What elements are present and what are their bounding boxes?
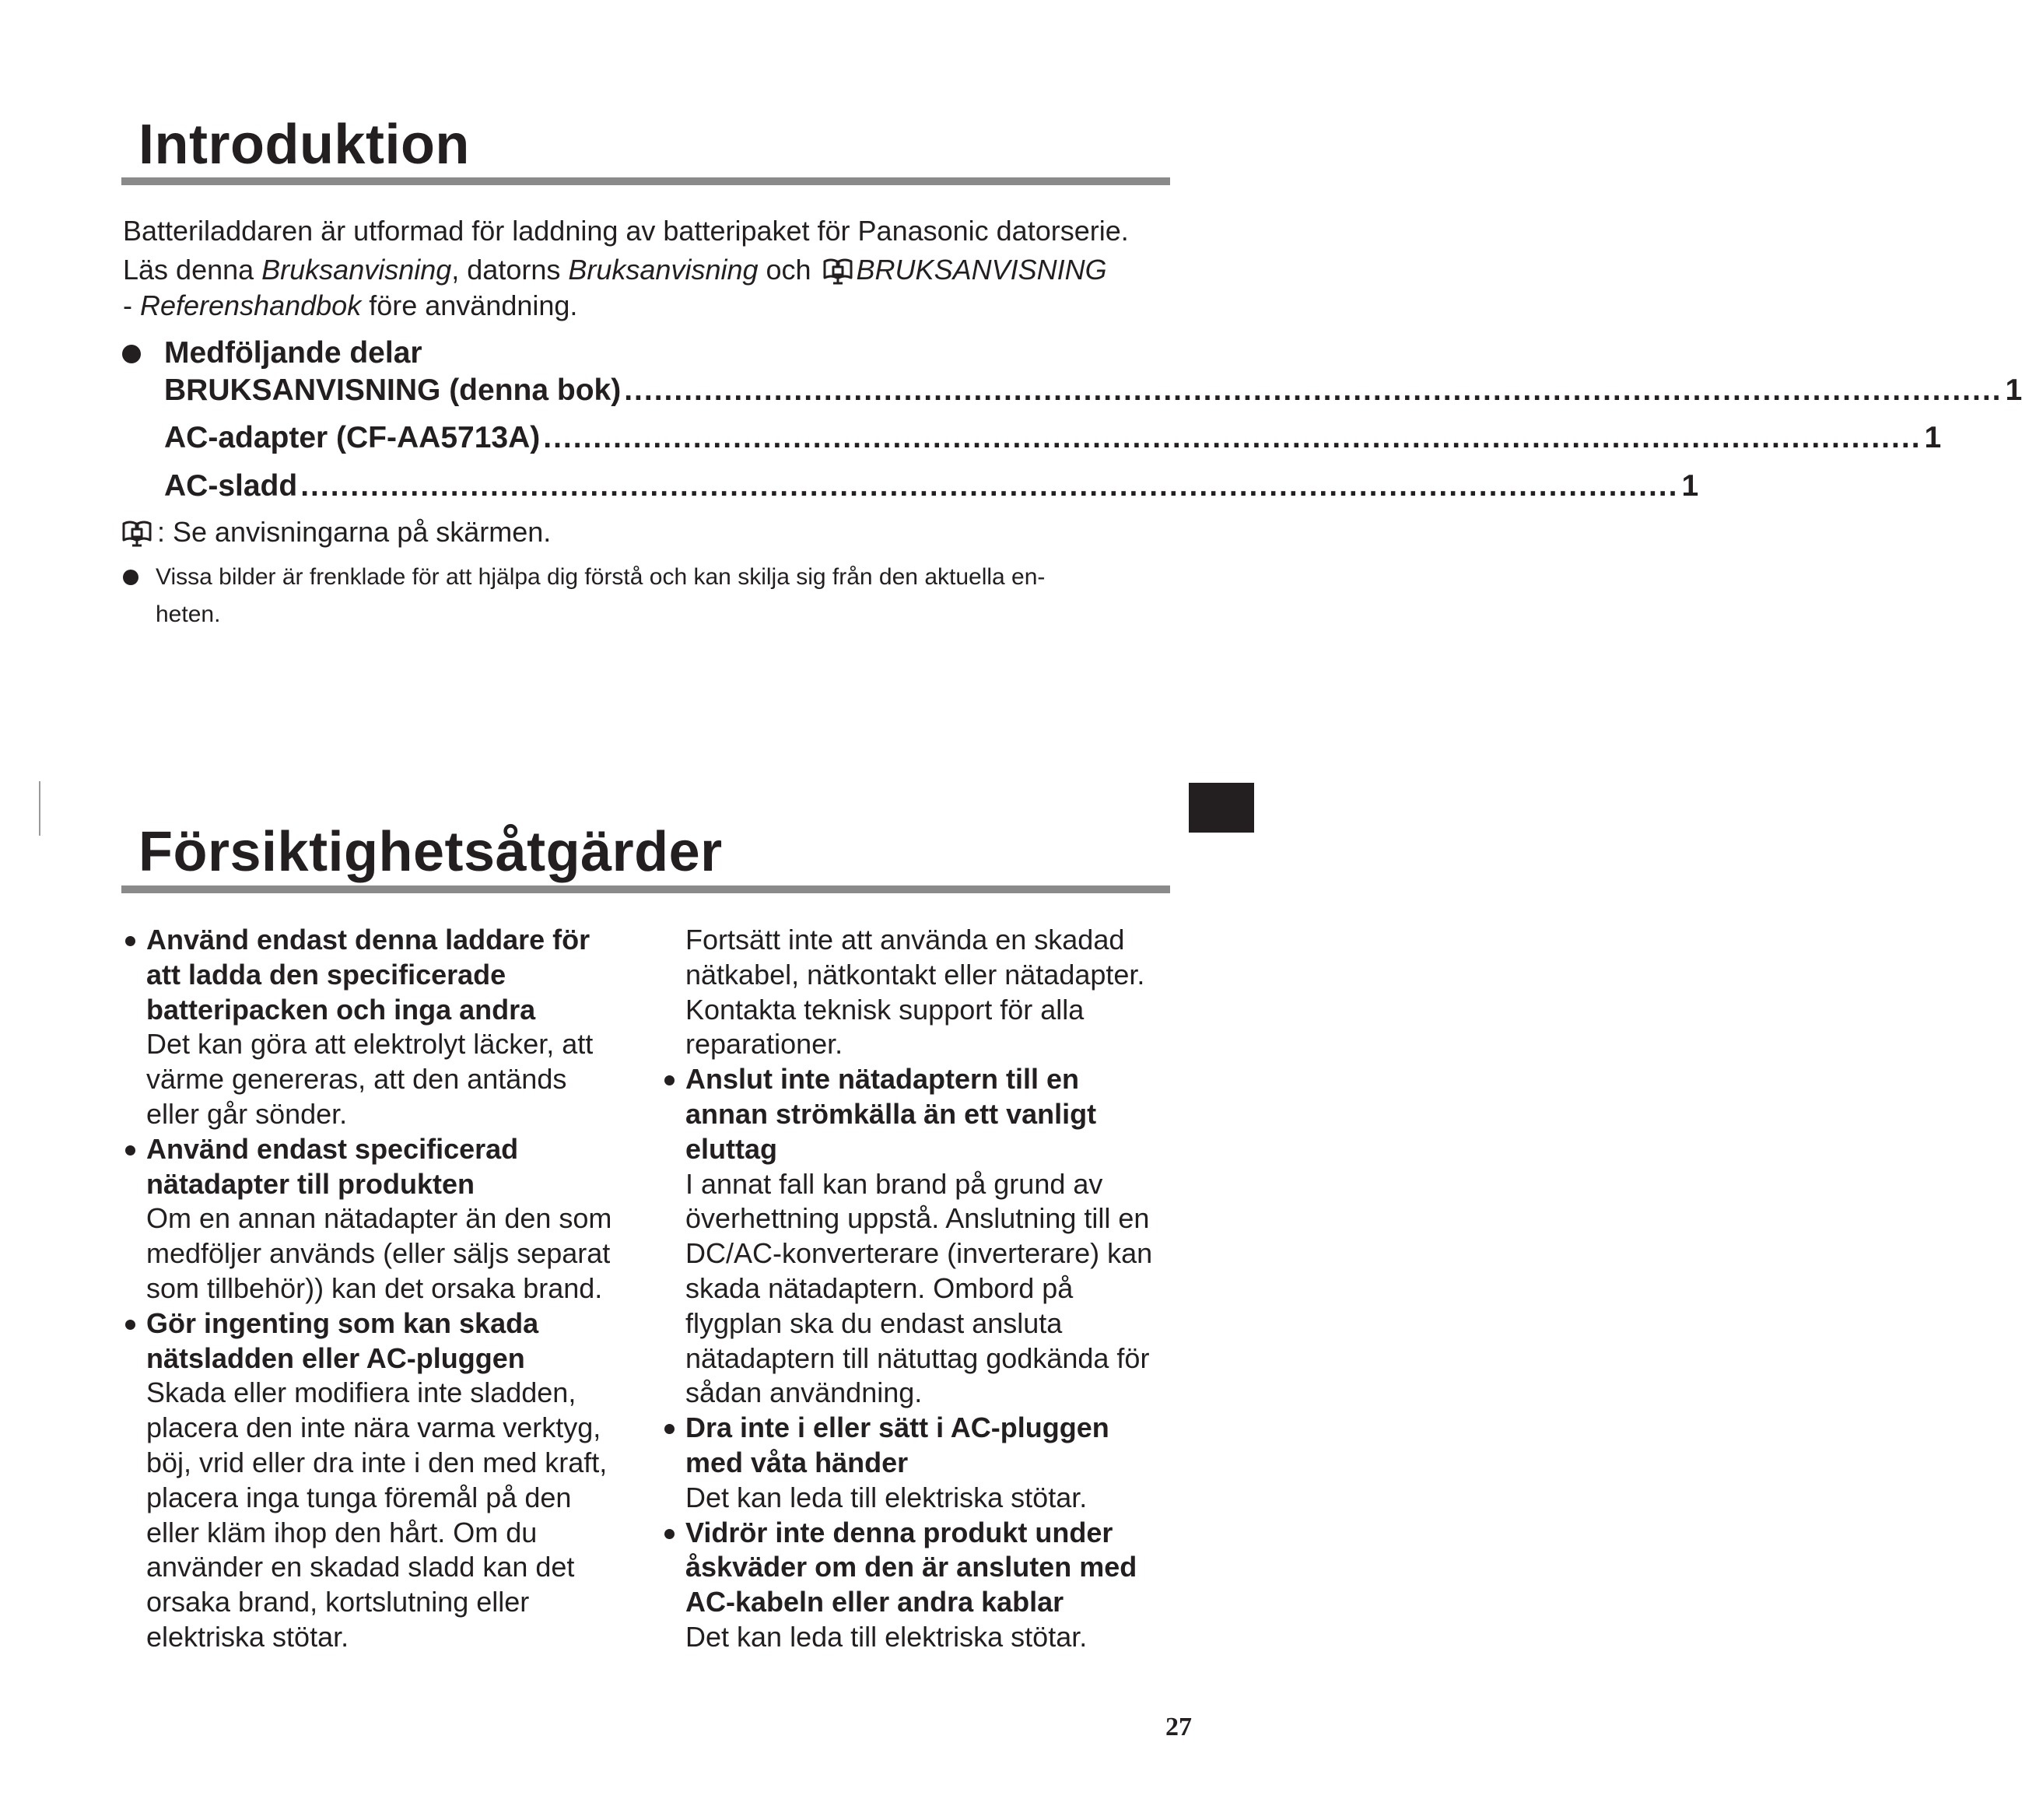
dot-leader: ..........................................................................................................................................	[300, 469, 1679, 503]
precaution-heading: batteripacken och inga andra	[146, 993, 536, 1026]
part-name: AC-sladd	[164, 469, 298, 503]
precaution-text: använder en skadad sladd kan det	[146, 1551, 575, 1583]
parts-row	[164, 421, 1942, 454]
precaution-item	[685, 1062, 1183, 1411]
precaution-heading: med våta händer	[685, 1446, 909, 1478]
precaution-heading: Anslut inte nätadaptern till en	[685, 1063, 1080, 1096]
title-rule	[121, 177, 1170, 185]
precaution-item	[685, 1411, 1183, 1515]
page-number: 27	[1165, 1713, 1192, 1741]
precaution-item	[146, 923, 644, 1132]
margin-line	[39, 781, 40, 836]
bullet-icon	[664, 1529, 675, 1539]
part-name: AC-adapter (CF-AA5713A)	[164, 421, 541, 454]
bullet-icon	[664, 1075, 675, 1085]
text-italic: BRUKSANVISNING	[856, 254, 1107, 286]
precaution-text: DC/AC-konverterare (inverterare) kan	[685, 1237, 1153, 1270]
note-line-1: Vissa bilder är frenklade för att hjälpa dig förstå och kan skilja sig från den aktuella en-	[156, 564, 1046, 590]
precaution-heading: Använd endast denna laddare för	[146, 924, 590, 956]
precaution-item	[685, 1516, 1183, 1655]
part-name: BRUKSANVISNING (denna bok)	[164, 373, 622, 407]
precaution-text: värme genereras, att den antänds	[146, 1063, 567, 1096]
precaution-text: placera den inte nära varma verktyg,	[146, 1411, 601, 1444]
text: före användning.	[361, 289, 578, 321]
part-qty: 1	[1924, 421, 1942, 454]
precaution-continuation	[685, 923, 1183, 1062]
precaution-heading: annan strömkälla än ett vanligt	[685, 1097, 1097, 1130]
dot-leader: ..........................................................................................................................................	[624, 373, 2003, 407]
text: , datorns	[451, 254, 569, 286]
text-italic: Bruksanvisning	[261, 254, 452, 286]
precaution-heading: nätsladden eller AC-pluggen	[146, 1341, 525, 1374]
precaution-text: sådan användning.	[685, 1376, 923, 1409]
part-qty: 1	[2005, 373, 2022, 407]
icon-note-text: : Se anvisningarna på skärmen.	[157, 516, 552, 548]
precaution-text: överhettning uppstå. Anslutning till en	[685, 1202, 1150, 1235]
book-screen-icon	[822, 254, 853, 286]
precaution-text: Det kan leda till elektriska stötar.	[685, 1620, 1088, 1653]
title-rule	[121, 885, 1170, 893]
text-italic: Bruksanvisning	[568, 254, 759, 286]
precaution-text: flygplan ska du endast ansluta	[685, 1306, 1063, 1339]
precaution-heading: AC-kabeln eller andra kablar	[685, 1586, 1064, 1618]
precaution-heading: åskväder om den är ansluten med	[685, 1551, 1137, 1583]
precaution-text: nätkabel, nätkontakt eller nätadapter.	[685, 958, 1145, 991]
intro-line-3	[123, 289, 578, 321]
precaution-text: reparationer.	[685, 1028, 843, 1061]
precaution-text: I annat fall kan brand på grund av	[685, 1167, 1103, 1200]
precaution-item	[146, 1132, 644, 1306]
precaution-text: orsaka brand, kortslutning eller	[146, 1586, 530, 1618]
parts-heading: Medföljande delar	[164, 336, 422, 370]
text: Läs denna	[123, 254, 262, 286]
precaution-heading: nätadapter till produkten	[146, 1167, 475, 1200]
precaution-text: Det kan göra att elektrolyt läcker, att	[146, 1028, 594, 1061]
bullet-icon	[664, 1424, 675, 1434]
bullet-icon	[122, 345, 141, 363]
precaution-heading: eluttag	[685, 1132, 778, 1165]
intro-line-1: Batteriladdaren är utformad för laddning av batteripaket för Panasonic datorserie.	[123, 215, 1129, 247]
precaution-text: eller kläm ihop den hårt. Om du	[146, 1516, 538, 1548]
book-screen-icon	[121, 517, 152, 548]
part-qty: 1	[1681, 469, 1699, 503]
dot-leader: ..........................................................................................................................................	[543, 421, 1922, 454]
precaution-heading: Dra inte i eller sätt i AC-pluggen	[685, 1411, 1109, 1444]
section-title-introduktion: Introduktion	[138, 114, 470, 176]
precaution-heading: Gör ingenting som kan skada	[146, 1306, 539, 1339]
precaution-text: medföljer används (eller säljs separat	[146, 1237, 611, 1270]
precaution-text: Skada eller modifiera inte sladden,	[146, 1376, 576, 1409]
bullet-icon	[125, 1320, 135, 1330]
precaution-text: Kontakta teknisk support för alla	[685, 993, 1085, 1026]
text-italic: Referenshandbok	[140, 289, 362, 321]
precaution-text: skada nätadaptern. Ombord på	[685, 1271, 1074, 1304]
precaution-text: Om en annan nätadapter än den som	[146, 1202, 612, 1235]
precaution-text: nätadaptern till nätuttag godkända för	[685, 1341, 1150, 1374]
note-line-2: heten.	[156, 601, 221, 627]
intro-line-2	[123, 254, 1107, 286]
text: och	[758, 254, 819, 286]
precaution-heading: att ladda den specificerade	[146, 958, 506, 991]
precaution-text: böj, vrid eller dra inte i den med kraft,	[146, 1446, 608, 1478]
precaution-heading: Använd endast specificerad	[146, 1132, 519, 1165]
text: -	[123, 289, 140, 321]
icon-note	[121, 517, 551, 548]
parts-row	[164, 373, 2022, 407]
bullet-icon	[125, 936, 135, 946]
precaution-text: Fortsätt inte att använda en skadad	[685, 924, 1125, 956]
precaution-heading: Vidrör inte denna produkt under	[685, 1516, 1113, 1548]
precaution-text: eller går sönder.	[146, 1097, 348, 1130]
precaution-text: som tillbehör)) kan det orsaka brand.	[146, 1271, 603, 1304]
bullet-icon	[125, 1145, 135, 1155]
bullet-icon	[123, 570, 138, 585]
precaution-text: elektriska stötar.	[146, 1620, 349, 1653]
parts-row	[164, 469, 1699, 503]
precautions-left-column	[146, 923, 644, 1655]
precaution-text: Det kan leda till elektriska stötar.	[685, 1481, 1088, 1513]
precautions-right-column	[685, 923, 1183, 1655]
precaution-text: placera inga tunga föremål på den	[146, 1481, 572, 1513]
section-title-forsiktighetsatgarder: Försiktighetsåtgärder	[138, 821, 723, 883]
section-tab-marker	[1189, 783, 1254, 833]
precaution-item	[146, 1306, 644, 1655]
